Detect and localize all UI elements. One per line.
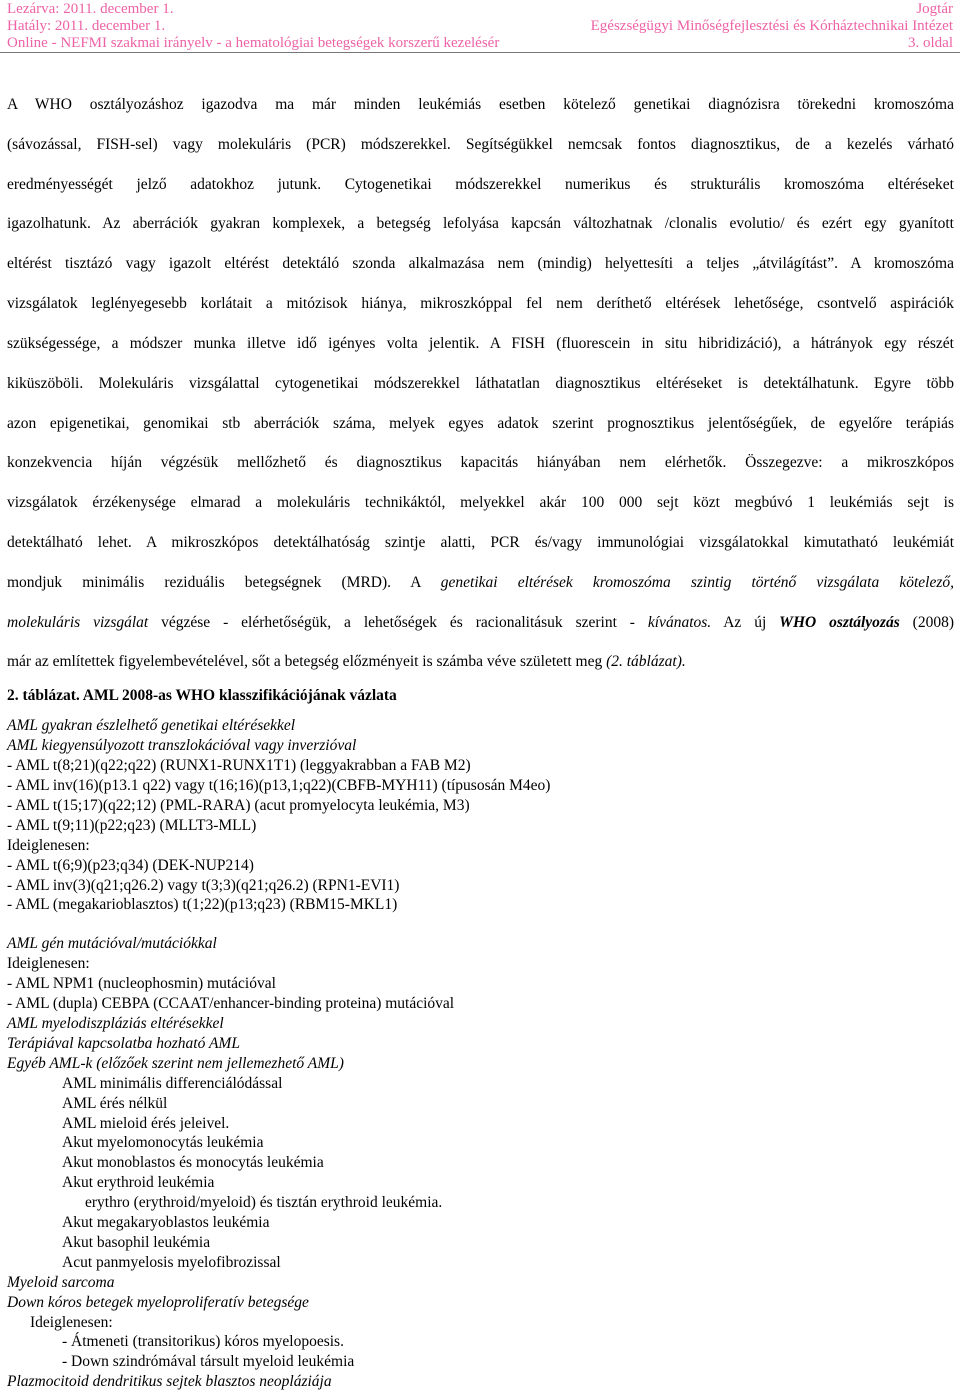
page-number: 3. oldal xyxy=(908,35,953,51)
text-line: eredményességét jelző adatokhoz jutunk. Cytogenetikai módszerekkel numerikus és strukturális kromoszóma eltéréseket xyxy=(7,175,954,193)
list-item: AML mieloid érés jeleivel. xyxy=(62,1114,230,1132)
list-item: - AML t(6;9)(p23;q34) (DEK-NUP214) xyxy=(7,856,254,874)
list-gap xyxy=(7,915,954,934)
list-item: Plazmocitoid dendritikus sejtek blasztos neopláziája xyxy=(7,1373,332,1391)
list-item: AML gén mutációval/mutációkkal xyxy=(7,935,217,953)
list-item: - AML t(8;21)(q22;q22) (RUNX1-RUNX1T1) (leggyakrabban a FAB M2) xyxy=(7,757,471,775)
text-line: szükségessége, a módszer munka illetve idő igényes volta jelentik. A FISH (fluorescein in situ hibridizáció), a hátrányok egy részét xyxy=(7,334,954,352)
list-item: - AML t(9;11)(p22;q23) (MLLT3-MLL) xyxy=(7,816,257,834)
italic-phrase: genetikai eltérések kromoszóma szintig történő vizsgálata kötelező, xyxy=(440,573,955,591)
document-body xyxy=(7,95,954,1392)
text-line: A WHO osztályozáshoz igazodva ma már minden leukémiás esetben kötelező genetikai diagnózisra törekedni kromoszóma xyxy=(7,96,954,113)
list-item: Myeloid sarcoma xyxy=(7,1273,115,1291)
text-line: már az említettek figyelembevételével, sőt a betegség előzményeit is számba véve született meg (2. táblázat). xyxy=(7,653,686,671)
list-item: Terápiával kapcsolatba hozható AML xyxy=(7,1034,240,1052)
list-item: - AML inv(16)(p13.1 q22) vagy t(16;16)(p13,1;q22)(CBFB-MYH11) (típusosán M4eo) xyxy=(7,777,551,794)
text-line: detektálható lehet. A mikroszkópos detektálhatóság szintje alatti, PCR és/vagy immunológiai vizsgálatokkal kimutatható leukémiát xyxy=(7,533,954,551)
text-line: kiküszöböli. Molekuláris vizsgálattal cytogenetikai módszerekkel láthatatlan diagnosztikus eltéréseket is detektálhatunk. Egyre több xyxy=(7,374,954,392)
list-item: - AML inv(3)(q21;q26.2) vagy t(3;3)(q21;q26.2) (RPN1-EVI1) xyxy=(7,876,400,894)
institute-name: Egészségügyi Minőségfejlesztési és Kórháztechnikai Intézet xyxy=(590,18,953,34)
list-item: Akut myelomonocytás leukémia xyxy=(62,1134,264,1152)
header-divider xyxy=(0,52,960,53)
list-item: Akut erythroid leukémia xyxy=(62,1174,215,1192)
list-item: AML minimális differenciálódással xyxy=(62,1074,283,1092)
publisher-name: Jogtár xyxy=(916,1,953,17)
list-item: - Átmeneti (transitorikus) kóros myelopoesis. xyxy=(62,1333,344,1351)
list-item: - AML (megakarioblasztos) t(1;22)(p13;q23) (RBM15-MKL1) xyxy=(7,896,398,914)
list-item: Ideiglenesen: xyxy=(7,836,90,854)
who-classification-emphasis: WHO osztályozás xyxy=(779,613,900,631)
text-line: konzekvencia híján végzésük mellőzhető és diagnosztikus kapacitás hiányában nem elérhetők. Összegezve: a mikroszkópos xyxy=(7,454,954,472)
list-item: Akut megakaryoblastos leukémia xyxy=(62,1214,270,1232)
effective-date: Hatály: 2011. december 1. xyxy=(7,18,166,34)
text-line: azon epigenetikai, genomikai stb aberrációk száma, melyek egyes adatok szerint prognosztikus jelentőségűek, de egyelőre terápiás xyxy=(7,414,954,432)
list-item: Ideiglenesen: xyxy=(30,1313,113,1331)
list-item: Down kóros betegek myeloproliferatív betegsége xyxy=(7,1293,309,1311)
classification-list xyxy=(7,716,954,1392)
list-item: Akut monoblastos és monocytás leukémia xyxy=(62,1154,324,1172)
list-item: Akut basophil leukémia xyxy=(62,1233,211,1251)
list-item: AML myelodiszpláziás eltérésekkel xyxy=(7,1014,224,1032)
list-item: - AML t(15;17)(q22;12) (PML-RARA) (acut promyelocyta leukémia, M3) xyxy=(7,796,470,814)
table-caption: 2. táblázat. AML 2008-as WHO klasszifikációjának vázlata xyxy=(7,687,397,705)
text-line: molekuláris vizsgálat végzése - elérhetőségük, a lehetőségek és racionalitásuk szerint - kívánatos. Az új WHO osztályozás (2008) xyxy=(7,613,954,631)
list-item: Egyéb AML-k (előzőek szerint nem jellemezhető AML) xyxy=(7,1054,344,1072)
text-line: vizsgálatok leglényegesebb korlátait a mitózisok hiánya, mikroszkóppal fel nem deríthető eltérések lehetősége, csontvelő aspirációk xyxy=(7,295,954,313)
closed-date: Lezárva: 2011. december 1. xyxy=(7,1,174,17)
text-line: igazolhatunk. Az aberrációk gyakran komplexek, a betegség lefolyása kapcsán változhatnak /clonalis evolutio/ és ezért egy gyanított xyxy=(7,215,954,233)
list-item: Acut panmyelosis myelofibrozissal xyxy=(62,1253,281,1271)
list-item: - Down szindrómával társult myeloid leukémia xyxy=(62,1353,355,1371)
list-item: - AML NPM1 (nucleophosmin) mutációval xyxy=(7,975,276,993)
text-line: eltérést tisztázó vagy igazolt eltérést detektáló szonda alkalmazása nem (mindig) helyettesíti a teljes „átvilágítást”. A kromoszóma xyxy=(7,255,954,273)
list-item: erythro (erythroid/myeloid) és tisztán erythroid leukémia. xyxy=(85,1194,443,1212)
text-line: (sávozással, FISH-sel) vagy molekuláris (PCR) módszerekkel. Segítségükkel nemcsak fontos diagnosztikus, de a kezelés várható xyxy=(7,135,954,153)
text-line: mondjuk minimális reziduális betegségnek (MRD). A genetikai eltérések kromoszóma szintig történő vizsgálata kötelező, xyxy=(7,573,955,591)
list-item: Ideiglenesen: xyxy=(7,955,90,973)
list-item: AML kiegyensúlyozott transzlokációval vagy inverzióval xyxy=(7,737,357,755)
document-title: Online - NEFMI szakmai irányelv - a hematológiai betegségek korszerű kezelésér xyxy=(7,35,500,51)
list-item: - AML (dupla) CEBPA (CCAAT/enhancer-binding proteina) mutációval xyxy=(7,995,455,1013)
list-item: AML gyakran észlelhető genetikai eltérésekkel xyxy=(7,717,296,735)
list-item: AML érés nélkül xyxy=(62,1094,168,1112)
page-header xyxy=(0,0,960,52)
intro-paragraph xyxy=(7,95,954,672)
text-line: vizsgálatok érzékenysége elmarad a molekuláris technikáktól, melyekkel akár 100 000 sejt közt megbúvó 1 leukémiás sejt is xyxy=(7,494,954,512)
